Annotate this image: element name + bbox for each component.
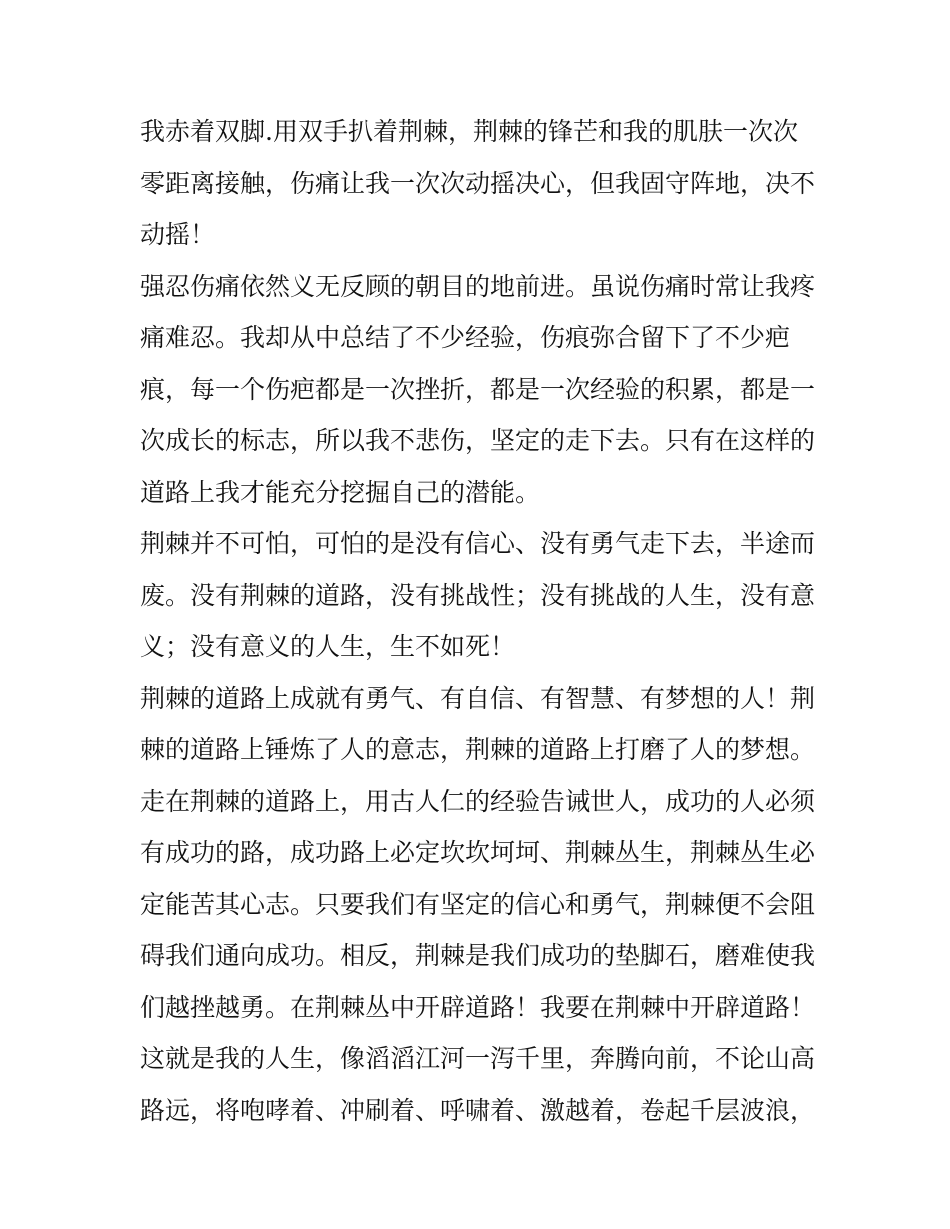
text-line: 这就是我的人生，像滔滔江河一泻千里，奔腾向前，不论山高: [140, 1044, 816, 1073]
text-line: 我赤着双脚.用双手扒着荆棘，荆棘的锋芒和我的肌肤一次次: [140, 117, 798, 146]
text-line: 棘的道路上锤炼了人的意志，荆棘的道路上打磨了人的梦想。: [140, 735, 816, 764]
text-line: 义；没有意义的人生，生不如死！: [140, 632, 516, 661]
text-line: 动摇！: [140, 220, 216, 249]
body-text: [140, 106, 820, 1136]
text-line: 有成功的路，成功路上必定坎坎坷坷、荆棘丛生，荆棘丛生必: [140, 838, 816, 867]
text-line: 荆棘并不可怕，可怕的是没有信心、没有勇气走下去，半途而: [140, 529, 816, 558]
text-line: 道路上我才能充分挖掘自己的潜能。: [140, 477, 541, 507]
text-line: 次成长的标志，所以我不悲伤，坚定的走下去。只有在这样的: [140, 426, 816, 455]
text-line: 废。没有荆棘的道路，没有挑战性；没有挑战的人生，没有意: [140, 580, 816, 610]
text-line: 痛难忍。我却从中总结了不少经验，伤痕弥合留下了不少疤: [140, 323, 791, 352]
text-line: 强忍伤痛依然义无反顾的朝目的地前进。虽说伤痛时常让我疼: [140, 271, 816, 301]
text-line: 走在荆棘的道路上，用古人仁的经验告诫世人，成功的人必须: [140, 786, 816, 816]
text-line: 定能苦其心志。只要我们有坚定的信心和勇气，荆棘便不会阻: [140, 889, 816, 919]
text-line: 荆棘的道路上成就有勇气、有自信、有智慧、有梦想的人！荆: [140, 683, 816, 713]
text-line: 们越挫越勇。在荆棘丛中开辟道路！我要在荆棘中开辟道路！: [140, 992, 816, 1022]
text-line: 痕，每一个伤疤都是一次挫折，都是一次经验的积累，都是一: [140, 374, 816, 404]
text-line: 路远，将咆哮着、冲刷着、呼啸着、激越着，卷起千层波浪，: [140, 1095, 816, 1125]
text-line: 碍我们通向成功。相反，荆棘是我们成功的垫脚石，磨难使我: [140, 941, 816, 970]
text-line: 零距离接触，伤痛让我一次次动摇决心，但我固守阵地，决不: [140, 168, 816, 198]
